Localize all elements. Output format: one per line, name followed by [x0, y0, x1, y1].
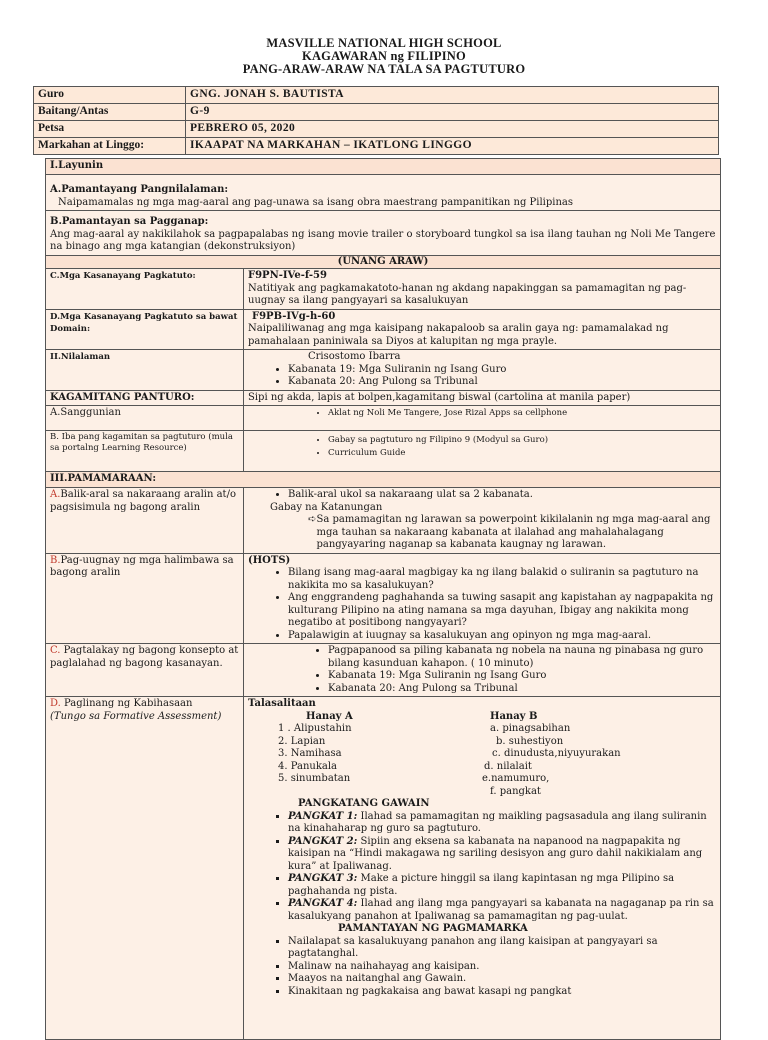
list-item: • Bilang isang mag-aaral magbigay ka ng ilang balakid o suliranin sa pagtuturo na nakikita mo sa kasalukuyan? — [288, 567, 716, 592]
section-sublabel: (Tungo sa Formative Assessment) — [50, 710, 222, 722]
pangkat-name: PANGKAT 2: — [288, 835, 358, 847]
pangkat-text: Ilahad sa pamamagitan ng maikling pagsasadula ang ilang suliranin na kinahaharap ng guro sa pagtuturo. — [288, 810, 707, 834]
sanggunian-label: A.Sanggunian — [46, 406, 244, 431]
section-label: Paglinang ng Kabihasaan — [64, 698, 193, 709]
hanay-a — [248, 711, 468, 799]
hanay-a-item: 3. Namihasa — [278, 748, 342, 759]
list-item: • Kabanata 19: Mga Suliranin ng Isang Guro — [328, 670, 716, 683]
gabay-label: Gabay na Katanungan — [270, 501, 383, 513]
hanay-a-item: 2. Lapian — [278, 735, 326, 747]
hanay-b — [468, 711, 621, 799]
list-item — [288, 811, 716, 836]
list-item — [288, 873, 716, 898]
info-label: Baitang/Antas — [34, 104, 186, 121]
nilalaman-label: II.Nilalaman — [46, 350, 244, 391]
layunin-heading: I.Layunin — [46, 159, 721, 175]
pamamaraan-heading: III.PAMAMARAAN: — [46, 472, 721, 488]
hanay-b-title: Hanay B — [490, 710, 538, 722]
section-label: Pagtalakay ng bagong konsepto at paglalahad ng bagong kasanayan. — [50, 645, 239, 669]
section-letter: A. — [50, 489, 61, 500]
info-value: PEBRERO 05, 2020 — [186, 121, 719, 138]
balik-aral-label — [46, 488, 244, 554]
hanay-b-item: c. dinudusta,niyuyurakan — [492, 748, 621, 759]
balik-aral-content — [244, 488, 721, 554]
kasanayan-c-label: C.Mga Kasanayang Pagkatuto: — [46, 269, 244, 310]
list-item: ▪ Malinaw na naihahayag ang kaisipan. — [288, 961, 716, 974]
section-b-text: Ang mag-aaral ay nakikilahok sa pagpapalabas ng isang movie trailer o storyboard tungkol sa isa ilang tauhan ng Noli Me Tangere na binago ang mga katangian (dekonstruksiyon) — [50, 228, 716, 252]
hanay-b-item: e.namumuro, — [482, 773, 550, 784]
hanay-a-item: 4. Panukala — [278, 760, 338, 772]
info-row — [34, 121, 719, 138]
info-row — [34, 104, 719, 121]
section-letter: B. — [50, 554, 61, 566]
info-value: IKAAPAT NA MARKAHAN – IKATLONG LINGGO — [186, 138, 719, 155]
list-item: • Balik-aral ukol sa nakaraang ulat sa 2 kabanata. — [288, 489, 716, 502]
pagtalakay-label — [46, 644, 244, 697]
pamantayan-title: PAMANTAYAN NG PAGMAMARKA — [338, 923, 528, 934]
hanay-b-item: f. pangkat — [490, 785, 541, 797]
pangkat-text: Ilahad ang ilang mga pangyayari sa kabanata na nagaganap pa rin sa kasalukyang panahon at Ipaliwanag sa pamamagitan ng pag-uulat. — [288, 898, 714, 922]
paglinang-label — [46, 697, 244, 1040]
matching-columns — [248, 711, 716, 799]
pamantayang-pangnilalaman — [46, 175, 721, 211]
list-item: • Kabanata 20: Ang Pulong sa Tribunal — [328, 683, 716, 696]
lesson-plan-table — [45, 158, 721, 1040]
kasanayan-d-text: Naipaliliwanag ang mga kaisipang nakapaloob sa aralin gaya ng: pamamalakad ng pamahalaan paniniwala sa Diyos at kalupitan ng mga prayle. — [248, 323, 669, 347]
info-label: Petsa — [34, 121, 186, 138]
kasanayan-d-label: D.Mga Kasanayang Pagkatuto sa bawat Domain: — [46, 309, 244, 350]
kasanayan-d-content — [244, 309, 721, 350]
pangkatang-gawain-title: PANGKATANG GAWAIN — [298, 798, 430, 809]
info-label: Markahan at Linggo: — [34, 138, 186, 155]
nilalaman-content — [244, 350, 721, 391]
talasalitaan-label: Talasalitaan — [248, 698, 316, 709]
list-item: • Kabanata 19: Mga Suliranin ng Isang Guro — [288, 364, 716, 377]
pag-uugnay-label — [46, 553, 244, 644]
sanggunian-content — [244, 406, 721, 431]
paglinang-content — [244, 697, 721, 1040]
list-item: ▪ Nailalapat sa kasalukuyang panahon ang ilang kaisipan at pangyayari sa pagtatanghal. — [288, 936, 716, 961]
list-item: • Ang enggrandeng paghahanda sa tuwing sasapit ang kapistahan ay nagpapakita ng kulturang Pilipino na ating namana sa mga dayuhan, Ibigay ang nakikita mong negatibo at positibong nangyayari? — [288, 592, 716, 630]
pagtalakay-content — [244, 644, 721, 697]
section-letter: C. — [50, 645, 61, 656]
list-item: • Pagpapanood sa piling kabanata ng nobela na nauna ng pinabasa ng guro bilang kasunduan kahapon. ( 10 minuto) — [328, 645, 716, 670]
pag-uugnay-content — [244, 553, 721, 644]
section-letter: D. — [50, 698, 61, 709]
arrow-icon: ➪ — [308, 514, 317, 525]
hots-label: (HOTS) — [248, 554, 291, 566]
pangkat-text: Make a picture hinggil sa ilang kapintasan ng mga Pilipino sa paghahanda ng pista. — [288, 873, 675, 897]
list-item: ▪ Maayos na naitanghal ang Gawain. — [288, 973, 716, 986]
pangkat-name: PANGKAT 3: — [288, 873, 358, 884]
hanay-a-item: 5. sinumbatan — [278, 773, 351, 784]
arrow-item-text: Sa pamamagitan ng larawan sa powerpoint kikilalanin ng mga mag-aaral ang mga tauhan sa nakaraang kabanata at ilalahad ang mahalahalagang pangyayaring naganap sa kabanata kaugnay ng larawan. — [316, 514, 711, 550]
list-item: • Gabay sa pagtuturo ng Filipino 9 (Modyul sa Guro) — [328, 434, 716, 447]
info-row — [34, 87, 719, 104]
list-item — [288, 836, 716, 874]
document-title: PANG-ARAW-ARAW NA TALA SA PAGTUTURO — [242, 62, 526, 76]
hanay-a-item: 1 . Alipustahin — [278, 723, 352, 734]
list-item: • Aklat ng Noli Me Tangere, Jose Rizal Apps sa cellphone — [328, 407, 716, 420]
info-row — [34, 138, 719, 155]
kasanayan-c-code: F9PN-IVe-f-59 — [248, 270, 327, 281]
pangkat-name: PANGKAT 4: — [288, 898, 358, 909]
section-label: Pag-uugnay ng mga halimbawa sa bagong aralin — [50, 554, 234, 578]
kasanayan-c-content — [244, 269, 721, 310]
hanay-b-item: d. nilalait — [484, 760, 532, 772]
hanay-b-item: a. pinagsabihan — [490, 723, 571, 734]
list-item: • Curriculum Guide — [328, 447, 716, 460]
section-b-label: B.Pamantayan sa Pagganap: — [50, 216, 209, 227]
pangkat-text: Sipiin ang eksena sa kabanata na napanood na nagpapakita ng kaisipan na “Hindi makagawa ng sariling desisyon ang guro dahil nakikialam ang kura” at Ipaliwanag. — [288, 835, 703, 872]
info-value: G-9 — [186, 104, 719, 121]
info-table — [33, 86, 719, 155]
info-label: Guro — [34, 87, 186, 104]
section-a-label: A.Pamantayang Pangnilalaman: — [50, 184, 229, 195]
list-item: ▪ Kinakitaan ng pagkakaisa ang bawat kasapi ng pangkat — [288, 986, 716, 999]
kagamitan-label: KAGAMITANG PANTURO: — [46, 390, 244, 406]
list-item — [248, 514, 716, 552]
hanay-a-title: Hanay A — [306, 710, 353, 722]
nilalaman-title: Crisostomo Ibarra — [308, 351, 401, 362]
kasanayan-c-text: Natitiyak ang pagkamakatoto-hanan ng akdang napakinggan sa pamamagitan ng pag-uugnay sa ilang pangyayari sa kasalukuyan — [248, 282, 687, 306]
list-item: • Papalawigin at iuugnay sa kasalukuyan ang opinyon ng mga mag-aaral. — [288, 630, 716, 643]
kasanayan-d-code: F9PB-IVg-h-60 — [252, 310, 336, 322]
school-name: MASVILLE NATIONAL HIGH SCHOOL — [266, 36, 502, 50]
iba-pang-label: B. Iba pang kagamitan sa pagtuturo (mula sa portalng Learning Resource) — [46, 431, 244, 472]
unang-araw-label: (UNANG ARAW) — [46, 255, 721, 269]
list-item: • Kabanata 20: Ang Pulong sa Tribunal — [288, 376, 716, 389]
info-value: GNG. JONAH S. BAUTISTA — [186, 87, 719, 104]
kagamitan-text: Sipi ng akda, lapis at bolpen,kagamitang biswal (cartolina at manila paper) — [244, 390, 721, 406]
list-item — [288, 898, 716, 923]
department-name: KAGAWARAN ng FILIPINO — [302, 49, 466, 63]
pamantayan-sa-pagganap — [46, 211, 721, 256]
hanay-b-item: b. suhestiyon — [496, 735, 564, 747]
pangkat-name: PANGKAT 1: — [288, 810, 358, 822]
section-a-text: Naipamamalas ng mga mag-aaral ang pag-unawa sa isang obra maestrang pampanitikan ng Pilipinas — [58, 196, 573, 208]
section-label: Balik-aral sa nakaraang aralin at/o pagsisimula ng bagong aralin — [50, 489, 236, 513]
iba-pang-content — [244, 431, 721, 472]
